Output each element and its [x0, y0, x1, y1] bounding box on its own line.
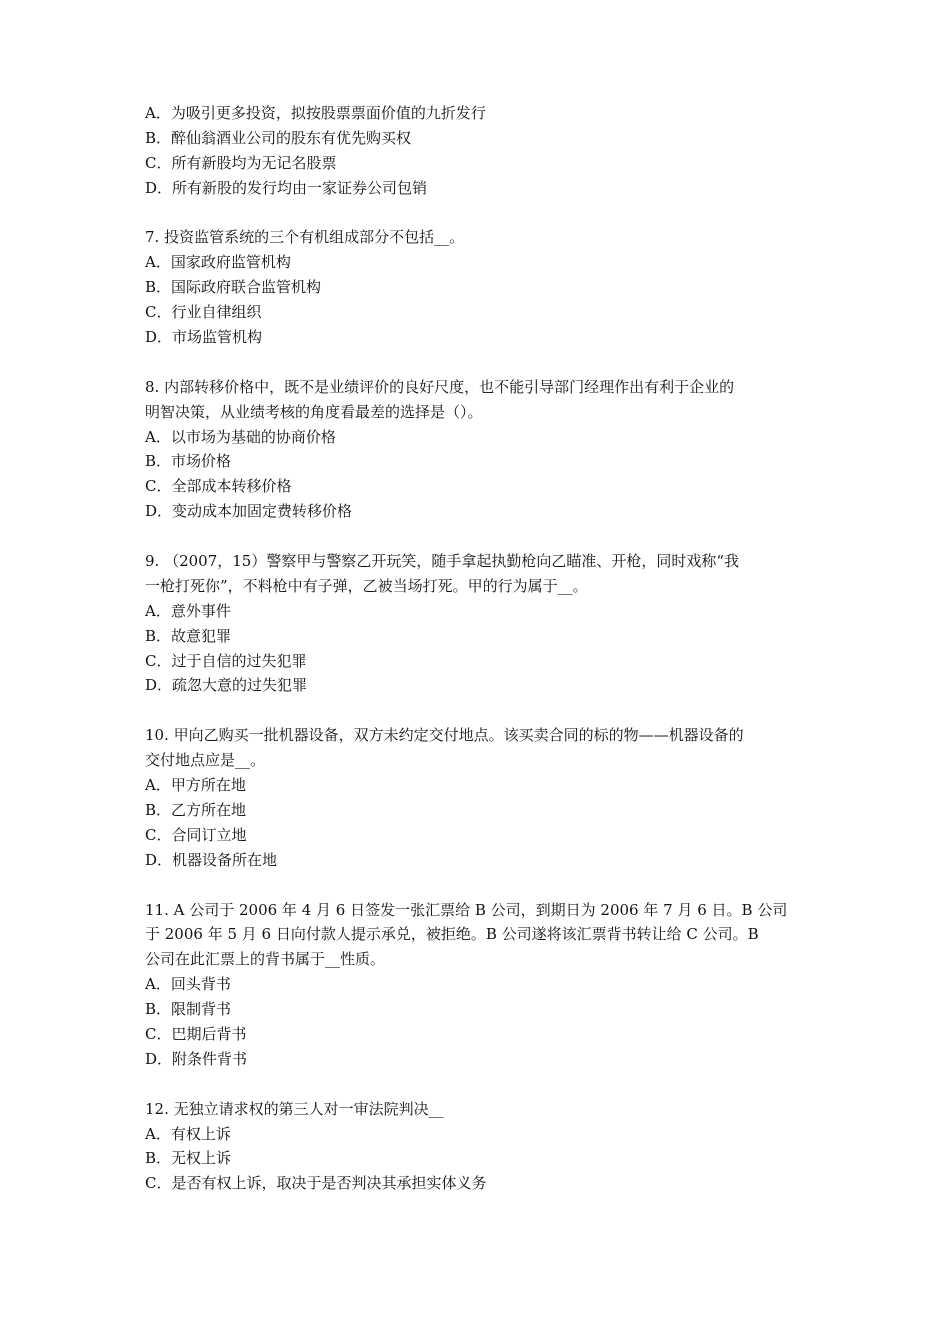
option-a: A．有权上诉 — [145, 1124, 231, 1143]
option-c: C．全部成本转移价格 — [145, 477, 292, 496]
option-c: C．行业自律组织 — [145, 303, 262, 322]
question-text: 7. 投资监管系统的三个有机组成部分不包括__。 — [145, 228, 465, 247]
option-d: D．市场监管机构 — [145, 328, 263, 347]
question-text: 10. 甲向乙购买一批机器设备，双方未约定交付地点。该买卖合同的标的物——机器设备的 — [145, 726, 744, 745]
option-b: B．市场价格 — [145, 452, 232, 471]
option-b: B．醉仙翁酒业公司的股东有优先购买权 — [145, 128, 412, 147]
option-b: B．限制背书 — [145, 1000, 232, 1019]
question-10 — [145, 723, 825, 872]
question-text: 于 2006 年 5 月 6 日向付款人提示承兑，被拒绝。B 公司遂将该汇票背书转让给 C 公司。B — [145, 925, 759, 944]
option-d: D．变动成本加固定费转移价格 — [145, 502, 353, 521]
option-d: D．所有新股的发行均由一家证券公司包销 — [145, 178, 428, 197]
option-b: B．无权上诉 — [145, 1149, 232, 1168]
question-text: 公司在此汇票上的背书属于__性质。 — [145, 950, 386, 969]
option-a: A．国家政府监管机构 — [145, 253, 291, 272]
option-a: A．以市场为基础的协商价格 — [145, 427, 336, 446]
spacer — [145, 201, 825, 226]
option-c: C．所有新股均为无记名股票 — [145, 153, 337, 172]
option-d: D．机器设备所在地 — [145, 850, 278, 869]
spacer — [145, 350, 825, 375]
option-a: A．回头背书 — [145, 975, 231, 994]
spacer — [145, 698, 825, 723]
question-text: 12. 无独立请求权的第三人对一审法院判决__ — [145, 1099, 444, 1118]
option-c: C．过于自信的过失犯罪 — [145, 651, 307, 670]
question-text: 一枪打死你”，不料枪中有子弹，乙被当场打死。甲的行为属于__。 — [145, 576, 588, 595]
question-text: 8. 内部转移价格中，既不是业绩评价的良好尺度，也不能引导部门经理作出有利于企业的 — [145, 377, 735, 396]
document-page — [145, 101, 825, 1196]
option-b: B．乙方所在地 — [145, 800, 247, 819]
question-6-options — [145, 101, 825, 201]
spacer — [145, 873, 825, 898]
question-12 — [145, 1097, 825, 1197]
option-a: A．为吸引更多投资，拟按股票票面价值的九折发行 — [145, 104, 486, 122]
spacer — [145, 1072, 825, 1097]
option-c: C．合同订立地 — [145, 825, 247, 844]
option-a: A．甲方所在地 — [145, 776, 246, 795]
question-8 — [145, 375, 825, 524]
option-d: D．附条件背书 — [145, 1049, 248, 1068]
question-text: 9. （2007，15）警察甲与警察乙开玩笑，随手拿起执勤枪向乙瞄准、开枪，同时戏称“我 — [145, 552, 740, 571]
option-a: A．意外事件 — [145, 601, 231, 620]
question-text: 明智决策，从业绩考核的角度看最差的选择是（）。 — [145, 402, 483, 421]
option-c: C．是否有权上诉，取决于是否判决其承担实体义务 — [145, 1174, 487, 1193]
option-b: B．国际政府联合监管机构 — [145, 278, 322, 297]
option-c: C．巴期后背书 — [145, 1024, 247, 1043]
question-text: 交付地点应是__。 — [145, 751, 266, 770]
option-b: B．故意犯罪 — [145, 626, 232, 645]
question-9 — [145, 549, 825, 698]
question-11 — [145, 898, 825, 1072]
spacer — [145, 524, 825, 549]
question-text: 11. A 公司于 2006 年 4 月 6 日签发一张汇票给 B 公司，到期日为 2006 年 7 月 6 日。B 公司 — [145, 900, 788, 919]
option-d: D．疏忽大意的过失犯罪 — [145, 676, 308, 695]
question-7 — [145, 225, 825, 349]
